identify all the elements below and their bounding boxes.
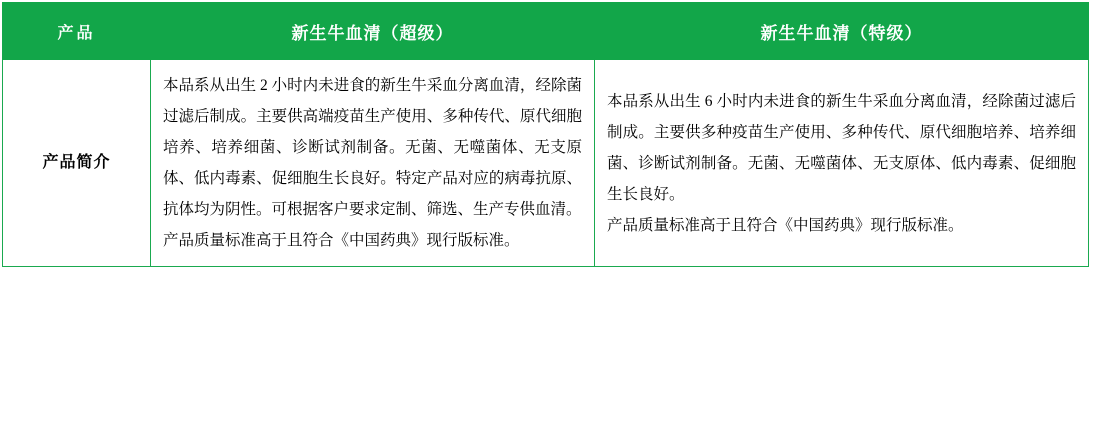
product-comparison-table — [2, 2, 1089, 267]
premium-description-paragraph-2: 产品质量标准高于且符合《中国药典》现行版标准。 — [607, 216, 964, 234]
table-header — [3, 3, 1089, 60]
premium-description-paragraph-1: 本品系从出生 6 小时内未进食的新生牛采血分离血清，经除菌过滤后制成。主要供多种疫苗生产使用、多种传代、原代细胞培养、培养细菌、诊断试剂制备。无菌、无噬菌体、无支原体、低内毒素、促细胞生长良好。 — [607, 92, 1076, 203]
cell-super-grade-description — [151, 60, 595, 267]
column-header-premium-grade: 新生牛血清（特级） — [595, 3, 1089, 60]
table-body — [3, 60, 1089, 267]
cell-premium-grade-description — [595, 60, 1089, 267]
row-label-product-intro: 产品简介 — [3, 60, 151, 267]
table-header-row — [3, 3, 1089, 60]
column-header-super-grade: 新生牛血清（超级） — [151, 3, 595, 60]
column-header-product: 产品 — [3, 3, 151, 60]
super-description-paragraph-2: 产品质量标准高于且符合《中国药典》现行版标准。 — [163, 232, 520, 249]
super-description-paragraph-1: 本品系从出生 2 小时内未进食的新生牛采血分离血清，经除菌过滤后制成。主要供高端疫苗生产使用、多种传代、原代细胞培养、培养细菌、诊断试剂制备。无菌、无噬菌体、无支原体、低内毒素、促细胞生长良好。特定产品对应的病毒抗原、抗体均为阴性。可根据客户要求定制、筛选、生产专供血清。 — [163, 77, 582, 218]
document-page — [0, 2, 1113, 424]
table-row — [3, 60, 1089, 267]
